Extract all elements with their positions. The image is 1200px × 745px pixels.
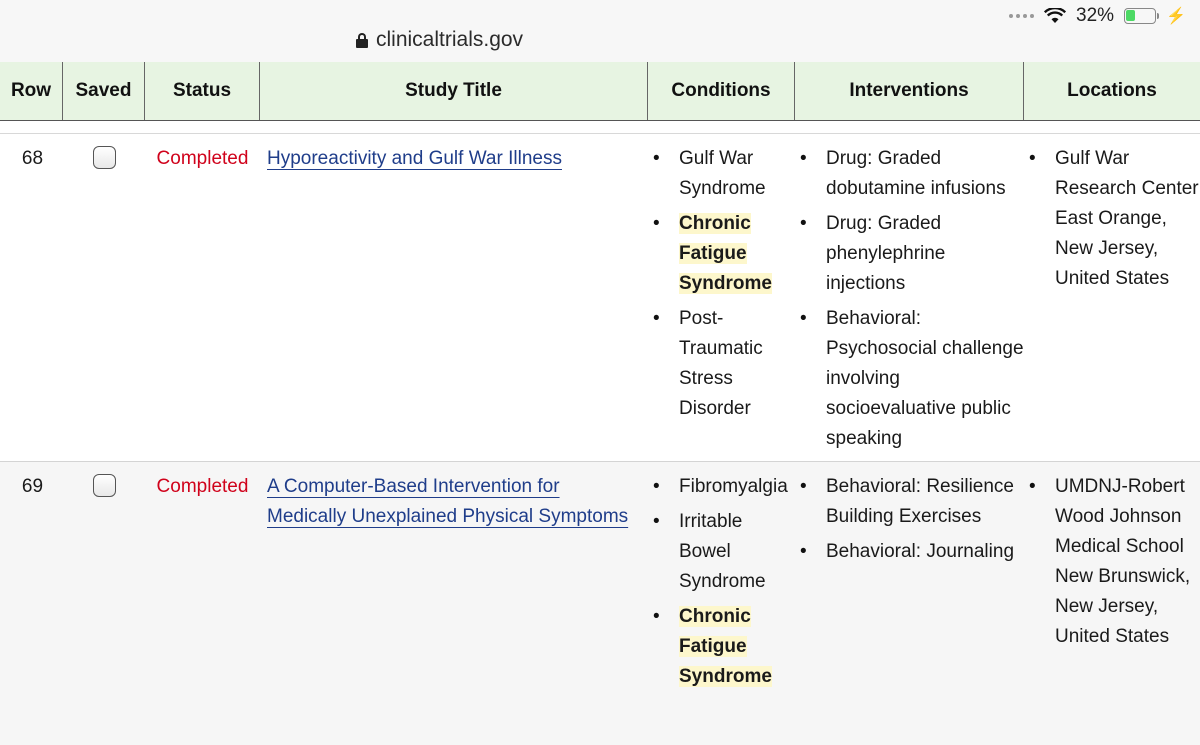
url-domain: clinicaltrials.gov bbox=[376, 28, 524, 51]
header-row[interactable]: Row bbox=[0, 62, 63, 120]
header-status[interactable]: Status bbox=[145, 62, 260, 120]
status-indicators bbox=[1009, 5, 1186, 27]
intervention-item: • Drug: Graded phenylephrine injections bbox=[826, 209, 1024, 299]
condition-item: • Fibromyalgia bbox=[679, 472, 795, 502]
locations-cell bbox=[1024, 462, 1200, 745]
table-header bbox=[0, 62, 1200, 121]
interventions-cell bbox=[795, 134, 1024, 461]
condition-highlight: Chronic Fatigue Syndrome bbox=[679, 213, 772, 294]
study-title-link[interactable]: A Computer-Based Intervention for Medically Unexplained Physical Symptoms bbox=[267, 476, 629, 527]
row-number: 69 bbox=[21, 476, 44, 497]
study-title-link[interactable]: Hyporeactivity and Gulf War Illness bbox=[267, 148, 562, 169]
location-address: East Orange, New Jersey, United States bbox=[1055, 208, 1170, 289]
conditions-cell bbox=[648, 134, 795, 461]
header-locations[interactable]: Locations bbox=[1067, 80, 1157, 101]
battery-percent: 32% bbox=[1076, 5, 1115, 26]
lock-icon bbox=[356, 33, 368, 47]
table-row bbox=[0, 462, 1200, 745]
saved-cell bbox=[63, 134, 145, 461]
intervention-item: • Behavioral: Psychosocial challenge involving socioevaluative public speaking bbox=[826, 304, 1024, 454]
location-name: Gulf War Research Center bbox=[1055, 148, 1199, 199]
location-item bbox=[1055, 144, 1200, 294]
condition-item: • Gulf War Syndrome bbox=[679, 144, 795, 204]
browser-topbar bbox=[0, 0, 1200, 63]
condition-highlight: Chronic Fatigue Syndrome bbox=[679, 606, 772, 687]
status-text: Completed bbox=[156, 148, 249, 169]
location-address: New Brunswick, New Jersey, United States bbox=[1055, 566, 1191, 647]
locations-cell bbox=[1024, 134, 1200, 461]
intervention-item: • Behavioral: Journaling bbox=[826, 537, 1024, 567]
study-title-cell bbox=[260, 462, 648, 745]
condition-item: • Post-Traumatic Stress Disorder bbox=[679, 304, 795, 424]
location-item bbox=[1055, 472, 1200, 652]
url-bar[interactable] bbox=[356, 28, 523, 52]
signal-dots-icon bbox=[1009, 14, 1034, 18]
header-interventions[interactable]: Interventions bbox=[795, 62, 1024, 120]
condition-item: • Irritable Bowel Syndrome bbox=[679, 507, 795, 597]
condition-item bbox=[679, 209, 795, 299]
location-name: UMDNJ-Robert Wood Johnson Medical School bbox=[1055, 476, 1185, 557]
table-row bbox=[0, 134, 1200, 462]
intervention-item: • Drug: Graded dobutamine infusions bbox=[826, 144, 1024, 204]
intervention-item: • Behavioral: Resilience Building Exercises bbox=[826, 472, 1024, 532]
study-title-cell bbox=[260, 134, 648, 461]
header-spacer bbox=[0, 121, 1200, 134]
interventions-cell bbox=[795, 462, 1024, 745]
save-checkbox[interactable] bbox=[93, 146, 116, 169]
header-conditions[interactable]: Conditions bbox=[648, 62, 795, 120]
row-number: 68 bbox=[21, 148, 44, 169]
charging-icon: ⚡ bbox=[1166, 8, 1186, 25]
status-text: Completed bbox=[156, 476, 249, 497]
saved-cell bbox=[63, 462, 145, 745]
header-saved[interactable]: Saved bbox=[63, 62, 145, 120]
condition-item bbox=[679, 602, 795, 692]
header-study-title[interactable]: Study Title bbox=[260, 62, 648, 120]
save-checkbox[interactable] bbox=[93, 474, 116, 497]
battery-icon bbox=[1124, 8, 1156, 24]
conditions-cell bbox=[648, 462, 795, 745]
wifi-icon bbox=[1044, 8, 1066, 24]
